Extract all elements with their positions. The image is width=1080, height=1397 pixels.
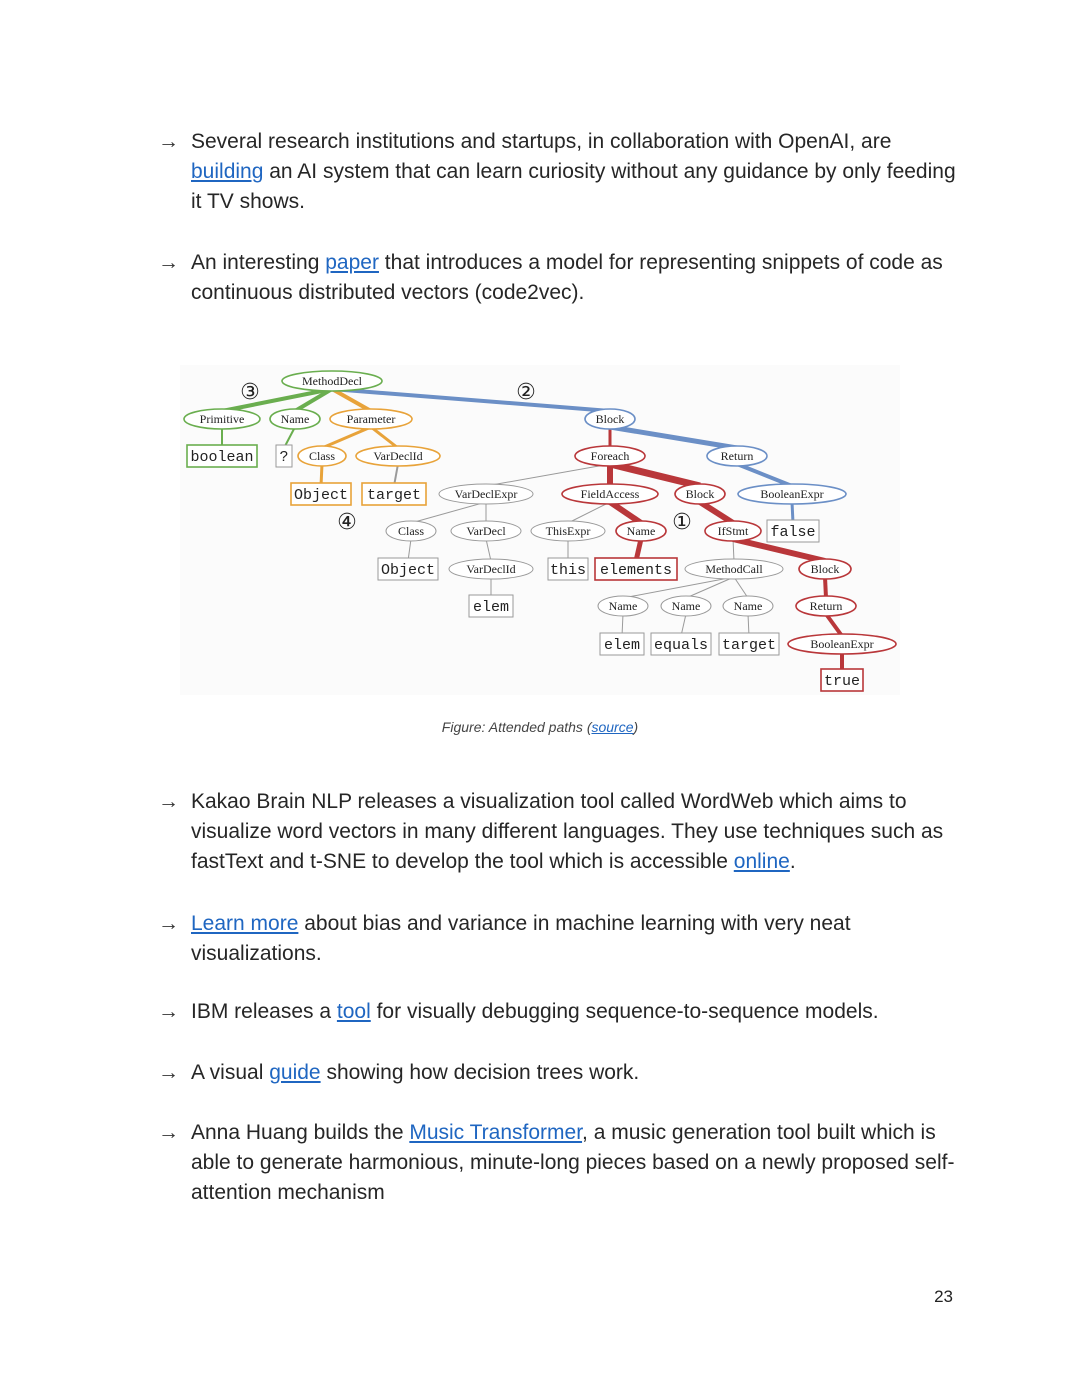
- bullet-text: [191, 909, 958, 969]
- tree-node-label: Object: [380, 562, 436, 579]
- tree-node-vardeclid1: [356, 446, 440, 466]
- tree-node-foreach: [575, 446, 645, 466]
- tree-node-label: elem: [472, 599, 510, 616]
- tree-node-label: FieldAccess: [580, 487, 640, 501]
- tree-node-label: VarDeclExpr: [454, 487, 518, 501]
- tree-node-booleanexpr1: [738, 484, 846, 504]
- arrow-icon: →: [158, 1121, 179, 1144]
- link-music-transformer[interactable]: Music Transformer: [409, 1121, 583, 1144]
- text-run: that introduces a model for representing snippets of code as continuous distributed vectors (code2vec).: [191, 251, 943, 304]
- tree-node-booleanexpr2: [788, 634, 896, 654]
- tree-node-label: IfStmt: [717, 524, 749, 538]
- tree-node-label: Block: [685, 487, 715, 501]
- link-guide[interactable]: guide: [269, 1061, 321, 1084]
- tree-node-elem2: [600, 633, 644, 655]
- tree-node-label: Name: [626, 524, 656, 538]
- bullet-text: [191, 1058, 958, 1088]
- text-run: about bias and variance in machine learning with very neat visualizations.: [191, 912, 851, 965]
- link-tool[interactable]: tool: [336, 1000, 371, 1023]
- tree-node-target1: [362, 483, 426, 505]
- tree-node-block2: [675, 484, 725, 504]
- tree-node-methodcall: [685, 559, 783, 579]
- bullet-text: [191, 127, 958, 217]
- tree-node-label: Name: [280, 412, 310, 426]
- figure-caption: [0, 719, 1080, 735]
- tree-node-object1: [291, 483, 351, 505]
- tree-node-label: VarDeclId: [373, 449, 423, 463]
- arrow-icon: →: [158, 251, 179, 274]
- tree-node-name2: [616, 521, 666, 541]
- tree-node-label: target: [366, 487, 422, 504]
- page-number: 23: [934, 1287, 953, 1306]
- tree-node-elements: [595, 558, 677, 580]
- tree-node-parameter: [330, 409, 412, 429]
- text-run: Several research institutions and startups, in collaboration with OpenAI, are: [191, 130, 892, 153]
- tree-node-ifstmt: [705, 521, 761, 541]
- text-run: IBM releases a: [191, 1000, 337, 1023]
- tree-node-object2: [378, 558, 438, 580]
- link-building[interactable]: building: [191, 160, 264, 183]
- tree-node-label: MethodDecl: [302, 374, 362, 388]
- arrow-icon: →: [158, 912, 179, 935]
- bullet-item-ibm-tool: [158, 997, 958, 1027]
- tree-node-fieldaccess: [562, 484, 658, 504]
- tree-node-target2: [719, 633, 779, 655]
- tree-node-label: Block: [595, 412, 625, 426]
- arrow-icon: →: [158, 1000, 179, 1023]
- tree-node-this: [548, 558, 588, 580]
- tree-node-label: true: [823, 673, 861, 690]
- tree-node-label: target: [721, 637, 777, 654]
- tree-node-label: Name: [671, 599, 701, 613]
- tree-node-label: Block: [810, 562, 840, 576]
- tree-node-label: boolean: [190, 449, 254, 466]
- tree-node-label: BooleanExpr: [760, 487, 824, 501]
- tree-node-return2: [796, 596, 856, 616]
- path-marker: ③: [240, 380, 260, 405]
- tree-node-return1: [707, 446, 767, 466]
- tree-node-label: elements: [599, 562, 673, 579]
- tree-node-name3: [598, 596, 648, 616]
- tree-node-label: Name: [733, 599, 763, 613]
- tree-node-elem1: [469, 595, 513, 617]
- tree-node-class2: [386, 521, 436, 541]
- tree-node-name1: [270, 409, 320, 429]
- tree-node-name4: [661, 596, 711, 616]
- tree-node-label: Parameter: [346, 412, 396, 426]
- tree-node-question: [276, 445, 292, 467]
- tree-node-block3: [799, 559, 851, 579]
- text-run: an AI system that can learn curiosity without any guidance by only feeding it TV shows.: [191, 160, 956, 213]
- bullet-text: [191, 787, 958, 877]
- tree-node-label: Return: [809, 599, 843, 613]
- tree-node-label: Class: [397, 524, 425, 538]
- tree-node-thisexpr: [531, 521, 605, 541]
- text-run: An interesting: [191, 251, 326, 274]
- tree-node-class1: [298, 446, 346, 466]
- text-run: .: [789, 850, 796, 873]
- tree-node-label: ThisExpr: [545, 524, 591, 538]
- bullet-text: [191, 997, 958, 1027]
- tree-node-label: Name: [608, 599, 638, 613]
- bullet-item-music-transformer: [158, 1118, 958, 1208]
- text-run: showing how decision trees work.: [320, 1061, 640, 1084]
- bullet-item-curiosity: [158, 127, 958, 217]
- path-marker: ④: [337, 510, 357, 535]
- link-paper[interactable]: paper: [325, 251, 379, 274]
- tree-node-label: equals: [653, 637, 709, 654]
- bullet-item-code2vec: [158, 248, 958, 308]
- text-run: Kakao Brain NLP releases a visualization tool called WordWeb which aims to visualize word vectors in many different languages. They use techniques such as fastText and t-SNE to develop the tool which is accessible: [191, 790, 944, 873]
- tree-node-false: [767, 520, 819, 542]
- source-link[interactable]: source: [591, 719, 634, 735]
- link-learn-more[interactable]: Learn more: [191, 912, 299, 935]
- tree-node-boolean: [187, 445, 257, 467]
- text-run: Anna Huang builds the: [191, 1121, 410, 1144]
- bullet-text: [191, 1118, 958, 1208]
- tree-node-methoddecl: [282, 371, 382, 391]
- tree-node-block1: [585, 409, 635, 429]
- tree-node-label: ?: [279, 449, 289, 466]
- tree-node-vardeclexpr: [439, 484, 533, 504]
- tree-node-label: Class: [308, 449, 336, 463]
- tree-node-label: Foreach: [590, 449, 630, 463]
- path-marker: ①: [672, 510, 692, 535]
- bullet-item-bias-variance: [158, 909, 958, 969]
- text-run: for visually debugging sequence-to-sequence models.: [370, 1000, 879, 1023]
- tree-node-equals: [651, 633, 711, 655]
- tree-node-primitive: [184, 409, 260, 429]
- tree-node-label: false: [770, 524, 816, 541]
- link-online[interactable]: online: [733, 850, 790, 873]
- text-run: A visual: [191, 1061, 270, 1084]
- arrow-icon: →: [158, 1061, 179, 1084]
- arrow-icon: →: [158, 790, 179, 813]
- caption-text-end: ): [633, 719, 639, 735]
- tree-node-label: elem: [603, 637, 641, 654]
- tree-node-true: [821, 669, 863, 691]
- tree-node-label: Primitive: [199, 412, 245, 426]
- tree-node-label: VarDecl: [466, 524, 506, 538]
- caption-text: Figure: Attended paths (: [441, 719, 592, 735]
- tree-node-vardeclid2: [449, 559, 533, 579]
- tree-node-vardecl: [451, 521, 521, 541]
- tree-node-label: this: [549, 562, 587, 579]
- bullet-item-decision-trees: [158, 1058, 958, 1088]
- tree-node-label: Object: [293, 487, 349, 504]
- tree-node-label: VarDeclId: [466, 562, 516, 576]
- tree-node-label: Return: [720, 449, 754, 463]
- tree-edge-block3-return2: [825, 577, 826, 598]
- tree-node-label: BooleanExpr: [810, 637, 874, 651]
- bullet-item-wordweb: [158, 787, 958, 877]
- text-run: , a music generation tool built which is able to generate harmonious, minute-long pieces based on a newly proposed self-attention mechanism: [191, 1121, 955, 1204]
- tree-node-name5: [723, 596, 773, 616]
- arrow-icon: →: [158, 130, 179, 153]
- path-marker: ②: [516, 380, 536, 405]
- attended-paths-figure: [180, 365, 900, 695]
- bullet-text: [191, 248, 958, 308]
- tree-node-label: MethodCall: [705, 562, 763, 576]
